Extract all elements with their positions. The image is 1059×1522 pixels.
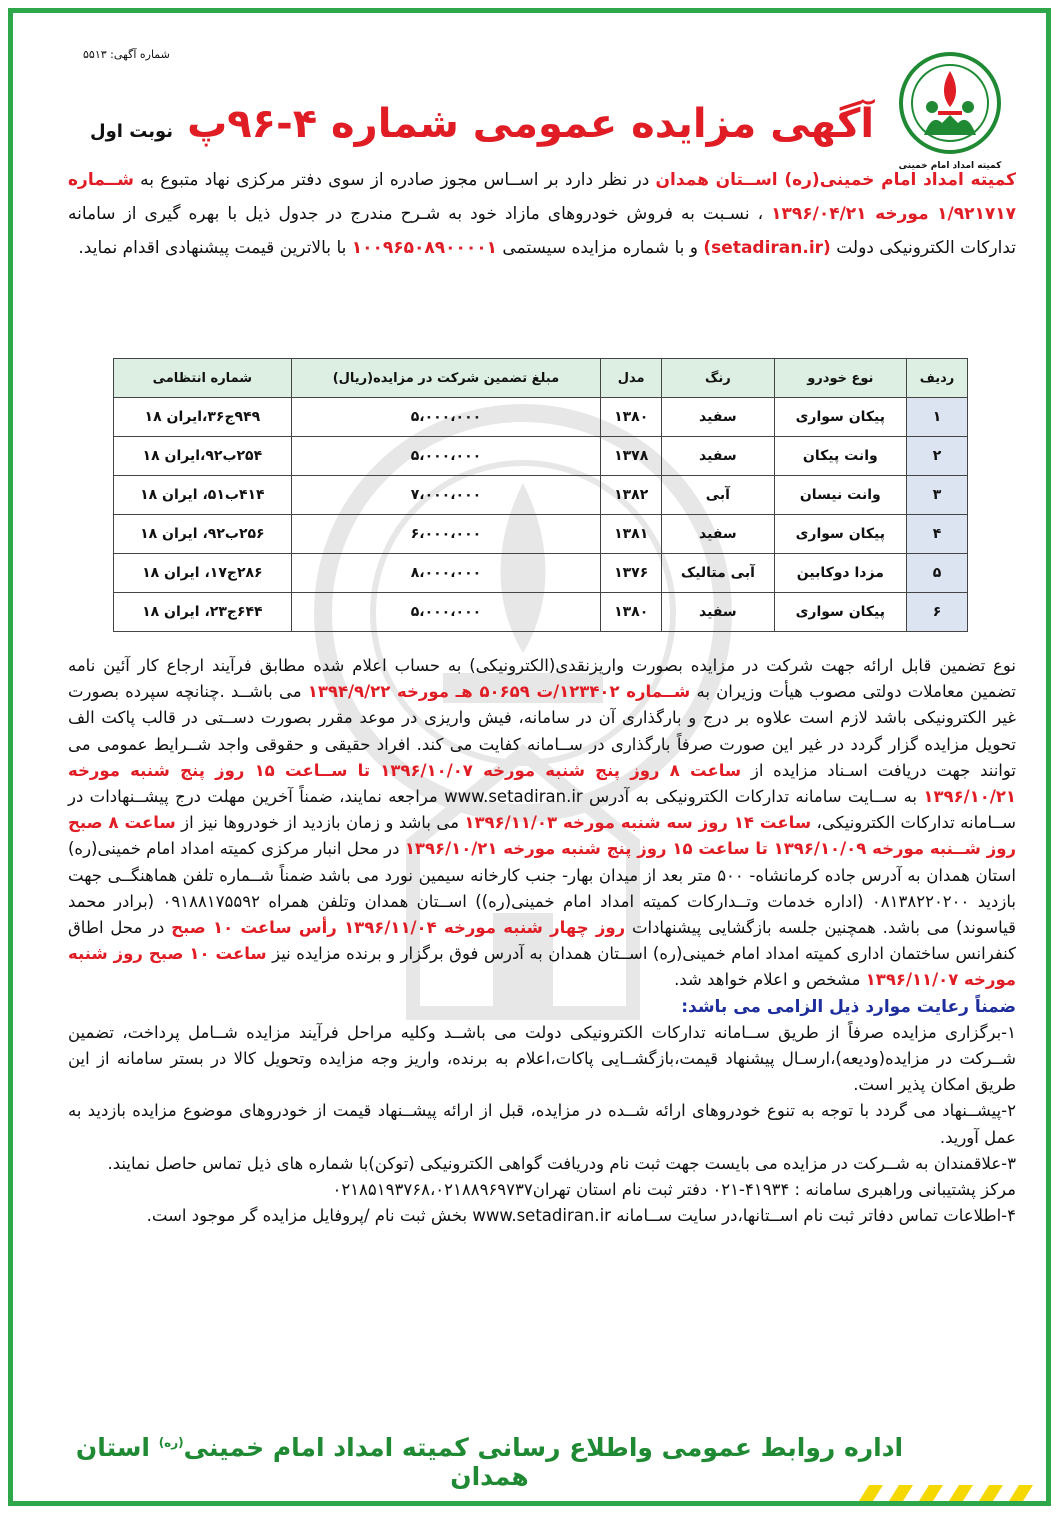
ad-number: شماره آگهی: ۵۵۱۳ [83,48,170,61]
organization-logo [894,51,1006,179]
table-row [114,398,968,437]
cell-plate: ۶۴۴ج۲۳، ایران ۱۸ [114,593,292,632]
note-item-4: ۴-اطلاعات تماس دفاتر ثبت نام اســتانها،در سایت ســامانه www.setadiran.ir بخش ثبت نام /پروفایل مزایده گر موجود است. [146,1206,1016,1226]
intro-text-1: در نظر دارد بر اســاس مجوز صادره از سوی دفتر مرکزی نهاد متبوع به [133,170,656,190]
cell-plate: ۹۴۹ج۳۶،ایران ۱۸ [114,398,292,437]
body-opening-date: روز چهار شنبه مورخه ۱۳۹۶/۱۱/۰۴ رأس ساعت ۱۰ صبح [171,918,626,938]
cell-color: سفید [662,515,774,554]
intro-site: (setadiran.ir) [703,238,831,258]
intro-organization: کمیته امداد امام خمینی(ره) اســتان همدان [655,170,1016,190]
intro-system-number: ۱۰۰۹۶۵۰۸۹۰۰۰۰۱ [351,238,498,258]
body-text-6: در محل اطاق کنفرانس ساختمان اداری کمیته امداد امام خمینی(ره) اســتان همدان به آدرس فوق برگزار و برنده مزایده نیز [68,918,1016,964]
note-item-3: ۳-علاقمندان به شــرکت در مزایده می بایست جهت ثبت نام ودریافت گواهی الکترونیکی (توکن)با شماره های ذیل تماس حاصل نمایند. [107,1153,1016,1173]
conditions-paragraph [68,653,1016,994]
note-item-2: ۲-پیشــنهاد می گردد با توجه به تنوع خودروهای ارائه شــده در مزایده، قبل از ارائه پیشــنهاد قیمت از خودروهای موضوع مزایده بازدید به عمل آورید. [68,1101,1016,1147]
cell-plate: ۴۱۴ب۵۱، ایران ۱۸ [114,476,292,515]
cell-row-number: ۳ [907,476,968,515]
body-winner-date: ساعت ۱۰ صبح روز شنبه مورخه ۱۳۹۶/۱۱/۰۷ [68,944,1016,990]
cell-color: آبی متالیک [662,554,774,593]
cell-plate: ۲۵۴ب۹۲،ایران ۱۸ [114,437,292,476]
cell-model: ۱۳۸۱ [601,515,662,554]
intro-text-2: ، نسـبت به فروش خودروهای مازاد خود به شـرح مندرج در جدول ذیل با بهره گیری از سامانه تدارکات الکترونیکی دولت [68,204,1016,258]
body-deadline: ساعت ۱۴ روز سه شنبه مورخه ۱۳۹۶/۱۱/۰۳ [464,813,812,833]
table-row [114,554,968,593]
cell-vehicle-type: پیکان سواری [774,398,906,437]
table-row [114,593,968,632]
footer-text: اداره روابط عمومی واطلاع رسانی کمیته امداد امام خمینی [183,1433,904,1462]
cell-row-number: ۲ [907,437,968,476]
cell-vehicle-type: پیکان سواری [774,593,906,632]
footer-signature [73,1433,906,1491]
cell-model: ۱۳۸۲ [601,476,662,515]
body-text-3: به ســایت سامانه تدارکات الکترونیکی به آدرس www.setadiran.ir مراجعه نمایند، ضمناً آخرین مهلت درج پیشــنهادات در ســامانه تدارکات الکترونیکی، [68,787,1016,833]
cell-guarantee: ۵،۰۰۰،۰۰۰ [291,437,600,476]
footer-sup: (ره) [158,1435,184,1450]
body-text-2: می باشــد .چنانچه سپرده بصورت غیر الکترونیکی باشد لازم است علاوه بر درج و بارگذاری آن در سامانه، فیش واریزی در موعد مقرر بصورت دســتی در قالب پاکت الف تحویل مزایده گزار گردد در غیر این صورت صرفاً بارگذاری در ســامانه کفایت می کند. افراد حقیقی و حقوقی واجد شــرایط عمومی می توانند جهت دریافت اسـناد مزایده از [68,682,1017,780]
cell-model: ۱۳۷۸ [601,437,662,476]
header-model: مدل [601,359,662,398]
header-plate: شماره انتظامی [114,359,292,398]
cell-vehicle-type: وانت پیکان [774,437,906,476]
cell-guarantee: ۷،۰۰۰،۰۰۰ [291,476,600,515]
cell-model: ۱۳۸۰ [601,593,662,632]
intro-text-4: با بالاترین قیمت پیشنهادی اقدام نماید. [78,238,352,258]
cell-color: سفید [662,593,774,632]
intro-permit-number: شــماره ۱/۹۲۱۷۱۷ مورخه ۱۳۹۶/۰۴/۲۱ [68,170,1016,224]
cell-color: آبی [662,476,774,515]
note-item-3-phones: مرکز پشتیبانی وراهبری سامانه : ۴۱۹۳۴-۰۲۱ دفتر ثبت نام استان تهران۰۲۱۸۵۱۹۳۷۶۸،۰۲۱۸۸۹۶۹۷۳۷ [332,1180,1016,1200]
cell-model: ۱۳۸۰ [601,398,662,437]
turn-label: نوبت اول [89,121,174,142]
cell-guarantee: ۵،۰۰۰،۰۰۰ [291,593,600,632]
header-guarantee: مبلغ تضمین شرکت در مزایده(ریال) [291,359,600,398]
table-row [114,515,968,554]
cell-row-number: ۱ [907,398,968,437]
cell-guarantee: ۵،۰۰۰،۰۰۰ [291,398,600,437]
cell-vehicle-type: مزدا دوکابین [774,554,906,593]
cell-vehicle-type: پیکان سواری [774,515,906,554]
title-row [83,101,881,161]
cell-plate: ۲۵۶ب۹۲، ایران ۱۸ [114,515,292,554]
cell-row-number: ۴ [907,515,968,554]
footer-province: استان همدان [75,1433,529,1491]
cell-row-number: ۵ [907,554,968,593]
body-text-5: در محل انبار مرکزی کمیته امداد امام خمینی(ره) استان همدان به آدرس جاده کرمانشاه- ۵۰۰ متر بعد از میدان بهار- جنب کارخانه سیمین نورد می باشد ضمناً شــماره تلفن هماهنگــی جهت بازدید ۰۸۱۳۸۲۲۰۲۰۰ (اداره خدمات وتــدارکات کمیته امداد امام خمینی(ره)) اســتان همدان وتلفن همراه ۰۹۱۸۸۱۷۵۵۹۲ (برادر محمد قیاسوند) می باشد. همچنین جلسه بازگشایی پیشنهادات [68,839,1016,938]
notes-title: ضمناً رعایت موارد ذیل الزامی می باشد: [681,996,1016,1017]
logo-caption: کمیته امداد امام خمینی [898,161,1002,171]
note-item-1: ۱-برگزاری مزایده صرفاً از طریق ســامانه تدارکات الکترونیکی دولت می باشــد وکلیه مراحل فرآیند مزایده شــامل پرداخت، تضمین شــرکت در مزایده(ودیعه)،ارسـال پیشنهاد قیمت،بازگشــایی پاکات،اعلام به برنده، واریز وجه مزایده وتحویل کالا در بستر سامانه از این طریق امکان پذیر است. [68,1022,1016,1095]
cell-guarantee: ۶،۰۰۰،۰۰۰ [291,515,600,554]
cell-color: سفید [662,398,774,437]
body-text-7: مشخص و اعلام خواهد شد. [674,970,866,990]
intro-paragraph [68,163,1016,265]
cell-vehicle-type: وانت نیسان [774,476,906,515]
cell-row-number: ۶ [907,593,968,632]
page-title: آگهی مزایده عمومی شماره ۴-۹۶پ [187,101,875,147]
table-row [114,437,968,476]
table-row [114,476,968,515]
cell-color: سفید [662,437,774,476]
body-documents-period: ساعت ۸ روز پنج شنبه مورخه ۱۳۹۶/۱۰/۰۷ تا ســاعت ۱۵ روز پنج شنبه مورخه ۱۳۹۶/۱۰/۲۱ [68,760,1016,807]
intro-text-3: و با شماره مزایده سیستمی [497,238,704,258]
cell-plate: ۲۸۶ج۱۷، ایران ۱۸ [114,554,292,593]
header-color: رنگ [662,359,774,398]
table-header-row [114,359,968,398]
cell-guarantee: ۸،۰۰۰،۰۰۰ [291,554,600,593]
body-text-4: می باشد و زمان بازدید از خودروها نیز از [175,813,465,833]
body-regulation-number: شــماره ۱۲۳۴۰۲/ت ۵۰۶۵۹ هـ مورخه ۱۳۹۴/۹/۲۲ [307,682,691,702]
conditions-body [68,653,1016,1229]
header-row-number: ردیف [907,359,968,398]
emdad-logo-icon [898,51,1002,155]
body-visit-period: ساعت ۸ صبح روز شــنبه مورخه ۱۳۹۶/۱۰/۰۹ تا ساعت ۱۵ روز پنج شنبه مورخه ۱۳۹۶/۱۰/۲۱ [68,813,1016,859]
header-vehicle-type: نوع خودرو [774,359,906,398]
decorative-stripes-icon [853,1485,1043,1501]
vehicles-table-wrap [113,358,968,632]
vehicles-table [113,358,968,632]
body-text-1: نوع تضمین قابل ارائه جهت شرکت در مزایده بصورت واریزنقدی(الکترونیکی) به حساب اعلام شده مطابق فرآیند ارجاع کار آئین نامه تضمین معاملات دولتی مصوب هیأت وزیران به [68,656,1016,702]
ad-page [8,8,1051,1506]
cell-model: ۱۳۷۶ [601,554,662,593]
